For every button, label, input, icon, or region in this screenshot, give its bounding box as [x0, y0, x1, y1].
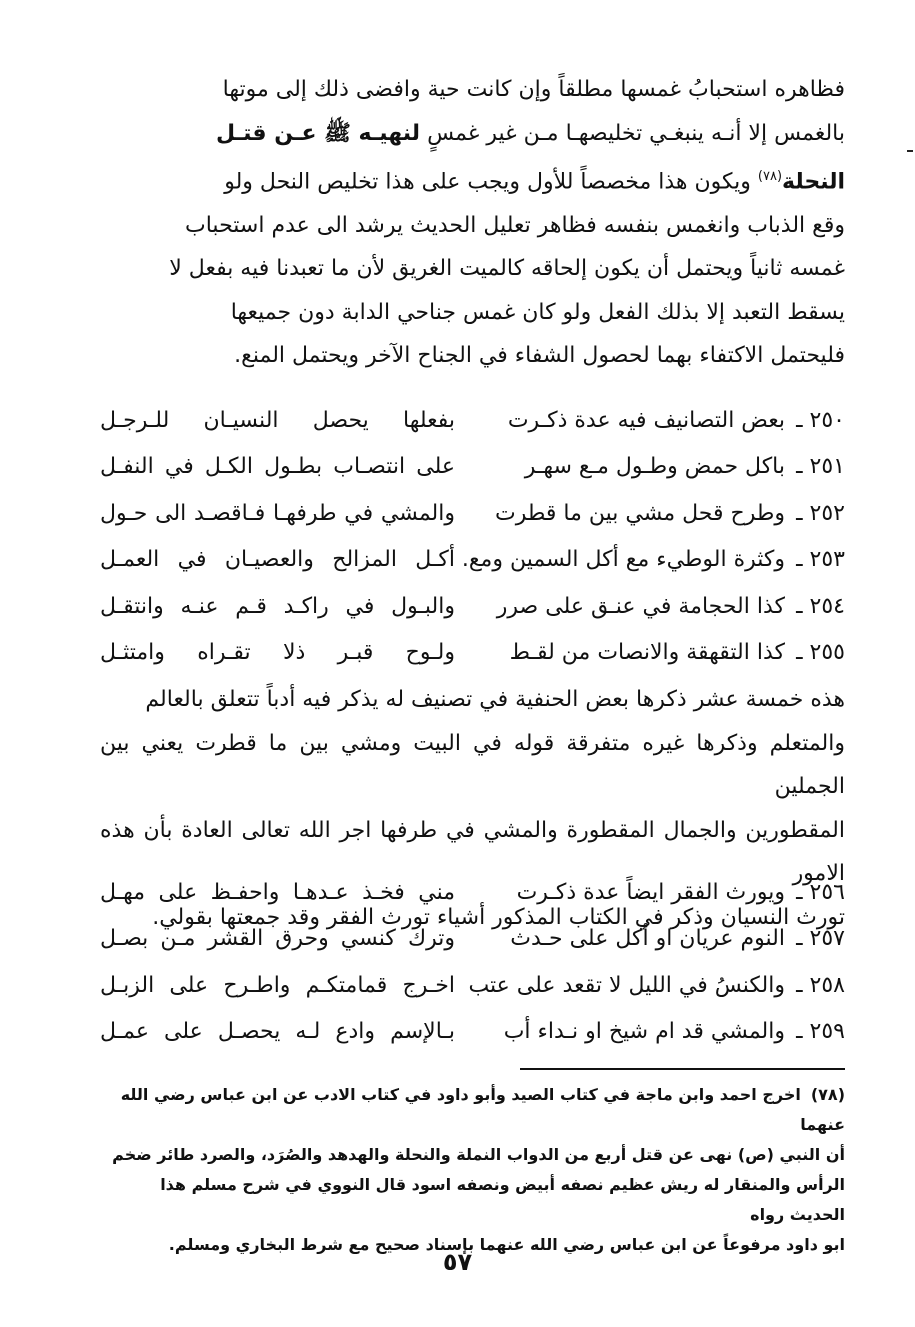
- verse-first-hemistich: والكنسُ في الليل لا تقعد على عتب: [468, 972, 785, 998]
- bold-phrase: لنهيـه ﷺ عـن قتـل: [216, 120, 421, 146]
- paragraph-line: تورث النسيان وذكر في الكتاب المذكور أشياء تورث الفقر وقد جمعتها بقولي.: [152, 904, 845, 930]
- footnote-line: الرأس والمنقار له ريش عظيم نصفه أبيض ونصفه اسود قال النووي في شرح مسلم هذا الحديث رواه: [160, 1175, 845, 1224]
- verse-second-hemistich: اخـرج قمامتكـم واطـرح على الزبـل: [100, 972, 455, 998]
- verse-first-hemistich: كذا التقهقة والانصات من لقـط: [509, 640, 785, 666]
- footnote-reference: (٧٨): [757, 169, 783, 184]
- verse-second-hemistich: أكـل المزالح والعصيـان في العمـل: [100, 547, 455, 573]
- verse-second-hemistich: وترك كنسي وحرق القشر مـن بصـل: [100, 926, 455, 952]
- verse-row: [100, 869, 845, 916]
- paragraph-line: فليحتمل الاكتفاء بهما لحصول الشفاء في الجناح الآخر ويحتمل المنع.: [234, 343, 845, 369]
- paragraph-line: وقع الذباب وانغمس بنفسه فظاهر تعليل الحديث يرشد الى عدم استحباب: [185, 212, 845, 238]
- paragraph-text: ويكون هذا مخصصاً للأول ويجب على هذا تخليص النحل ولو: [224, 169, 751, 195]
- paragraph-line: هذه خمسة عشر ذكرها بعض الحنفية في تصنيف له يذكر فيه أدباً تتعلق بالعالم: [145, 687, 845, 712]
- verse-row: [100, 583, 845, 630]
- paragraph-line: [100, 155, 845, 204]
- verse-first-hemistich: ويورث الفقر ايضاً عدة ذكـرت: [516, 879, 785, 905]
- verse-number: ٢٥٤ ـ: [796, 593, 845, 619]
- verse-row: [100, 490, 845, 537]
- paragraph-line: المقطورين والجمال المقطورة والمشي في طرفها اجر الله تعالى العادة بأن هذه الامور: [100, 817, 845, 886]
- paragraph-line: والمتعلم وذكرها غيره متفرقة قوله في البيت ومشي بين ما قطرت يعني بين الجملين: [100, 730, 845, 799]
- footnote-line: [100, 1080, 845, 1140]
- verse-second-hemistich: بـالإسم وادع لـه يحصـل على عمـل: [100, 1019, 455, 1045]
- scan-edge-mark: [907, 150, 913, 152]
- verse-first-hemistich: بعض التصانيف فيه عدة ذكـرت: [507, 407, 785, 433]
- verse-row: [100, 962, 845, 1009]
- paragraph-line: فظاهره استحبابُ غمسها مطلقاً وإن كانت حية وافضى ذلك إلى موتها: [222, 77, 845, 102]
- footnote-line: ابو داود مرفوعاً عن ابن عباس رضي الله عنهما بإسناد صحيح مع شرط البخاري ومسلم.: [168, 1235, 845, 1254]
- paragraph-line: يسقط التعبد إلا بذلك الفعل ولو كان غمس جناحي الدابة دون جميعها: [230, 299, 845, 325]
- verse-number: ٢٥٢ ـ: [796, 500, 845, 526]
- verse-number: ٢٥٦ ـ: [796, 879, 845, 905]
- verse-second-hemistich: بفعلها يحصل النسيـان للـرجـل: [100, 407, 455, 433]
- verse-number: ٢٥٧ ـ: [796, 926, 845, 952]
- verse-first-hemistich: وكثرة الوطيء مع أكل السمين ومع.: [461, 547, 785, 573]
- paragraph-text: بالغمس إلا أنـه ينبغـي تخليصهـا مـن غير غمسٍ: [427, 120, 845, 146]
- footnote-line: أن النبي (ص) نهى عن قتل أربع من الدواب النملة والنحلة والهدهد والصُرَد، والصرد طائر ضخم: [112, 1145, 845, 1164]
- footnote-separator: [520, 1068, 845, 1070]
- verse-first-hemistich: والمشي قد ام شيخ او نـداء أب: [503, 1019, 785, 1045]
- verse-number: ٢٥١ ـ: [796, 454, 845, 480]
- page-number: ٥٧: [442, 1248, 473, 1276]
- verse-row: [100, 630, 845, 677]
- verse-row: [100, 397, 845, 444]
- verse-second-hemistich: ولـوح قبـر ذلا تقـراه وامتثـل: [100, 640, 455, 666]
- footnote: [100, 1080, 845, 1260]
- verses-block-1: [100, 397, 845, 676]
- footnote-text: اخرج احمد وابن ماجة في كتاب الصيد وأبو داود في كتاب الادب عن ابن عباس رضي الله عنهما: [120, 1085, 845, 1134]
- verse-number: ٢٥٠ ـ: [796, 407, 845, 433]
- verse-row: [100, 537, 845, 584]
- verses-block-2: [100, 869, 845, 1055]
- verse-number: ٢٥٥ ـ: [796, 640, 845, 666]
- verse-row: [100, 916, 845, 963]
- verse-second-hemistich: والبـول في راكـد قـم عنـه وانتقـل: [100, 593, 455, 619]
- paragraph-line: غمسه ثانياً ويحتمل أن يكون إلحاقه كالميت الغريق لأن ما تعبدنا فيه بفعل لا: [169, 256, 845, 282]
- verse-first-hemistich: كذا الحجامة في عنـق على صرر: [496, 593, 785, 619]
- verse-second-hemistich: مني فخـذ عـدهـا واحفـظ على مهـل: [100, 879, 455, 905]
- verse-number: ٢٥٨ ـ: [796, 972, 845, 998]
- verse-second-hemistich: على انتصـاب بطـول الكـل في النفـل: [100, 454, 455, 480]
- verse-row: [100, 1009, 845, 1056]
- verse-first-hemistich: وطرح قحل مشي بين ما قطرت: [495, 500, 785, 526]
- verse-first-hemistich: النوم عريان او أكل على حـدث: [510, 926, 785, 952]
- verse-number: ٢٥٩ ـ: [796, 1019, 845, 1045]
- verse-row: [100, 444, 845, 491]
- paragraph-1: [100, 68, 845, 378]
- paragraph-line: [100, 112, 845, 156]
- verse-number: ٢٥٣ ـ: [796, 547, 845, 573]
- footnote-marker: (٧٨): [810, 1085, 845, 1104]
- verse-second-hemistich: والمشي في طرفهـا فـاقصـد الى حـول: [100, 500, 455, 526]
- verse-first-hemistich: باكل حمض وطـول مـع سهـر: [524, 454, 785, 480]
- bold-phrase: النحلة: [782, 169, 845, 195]
